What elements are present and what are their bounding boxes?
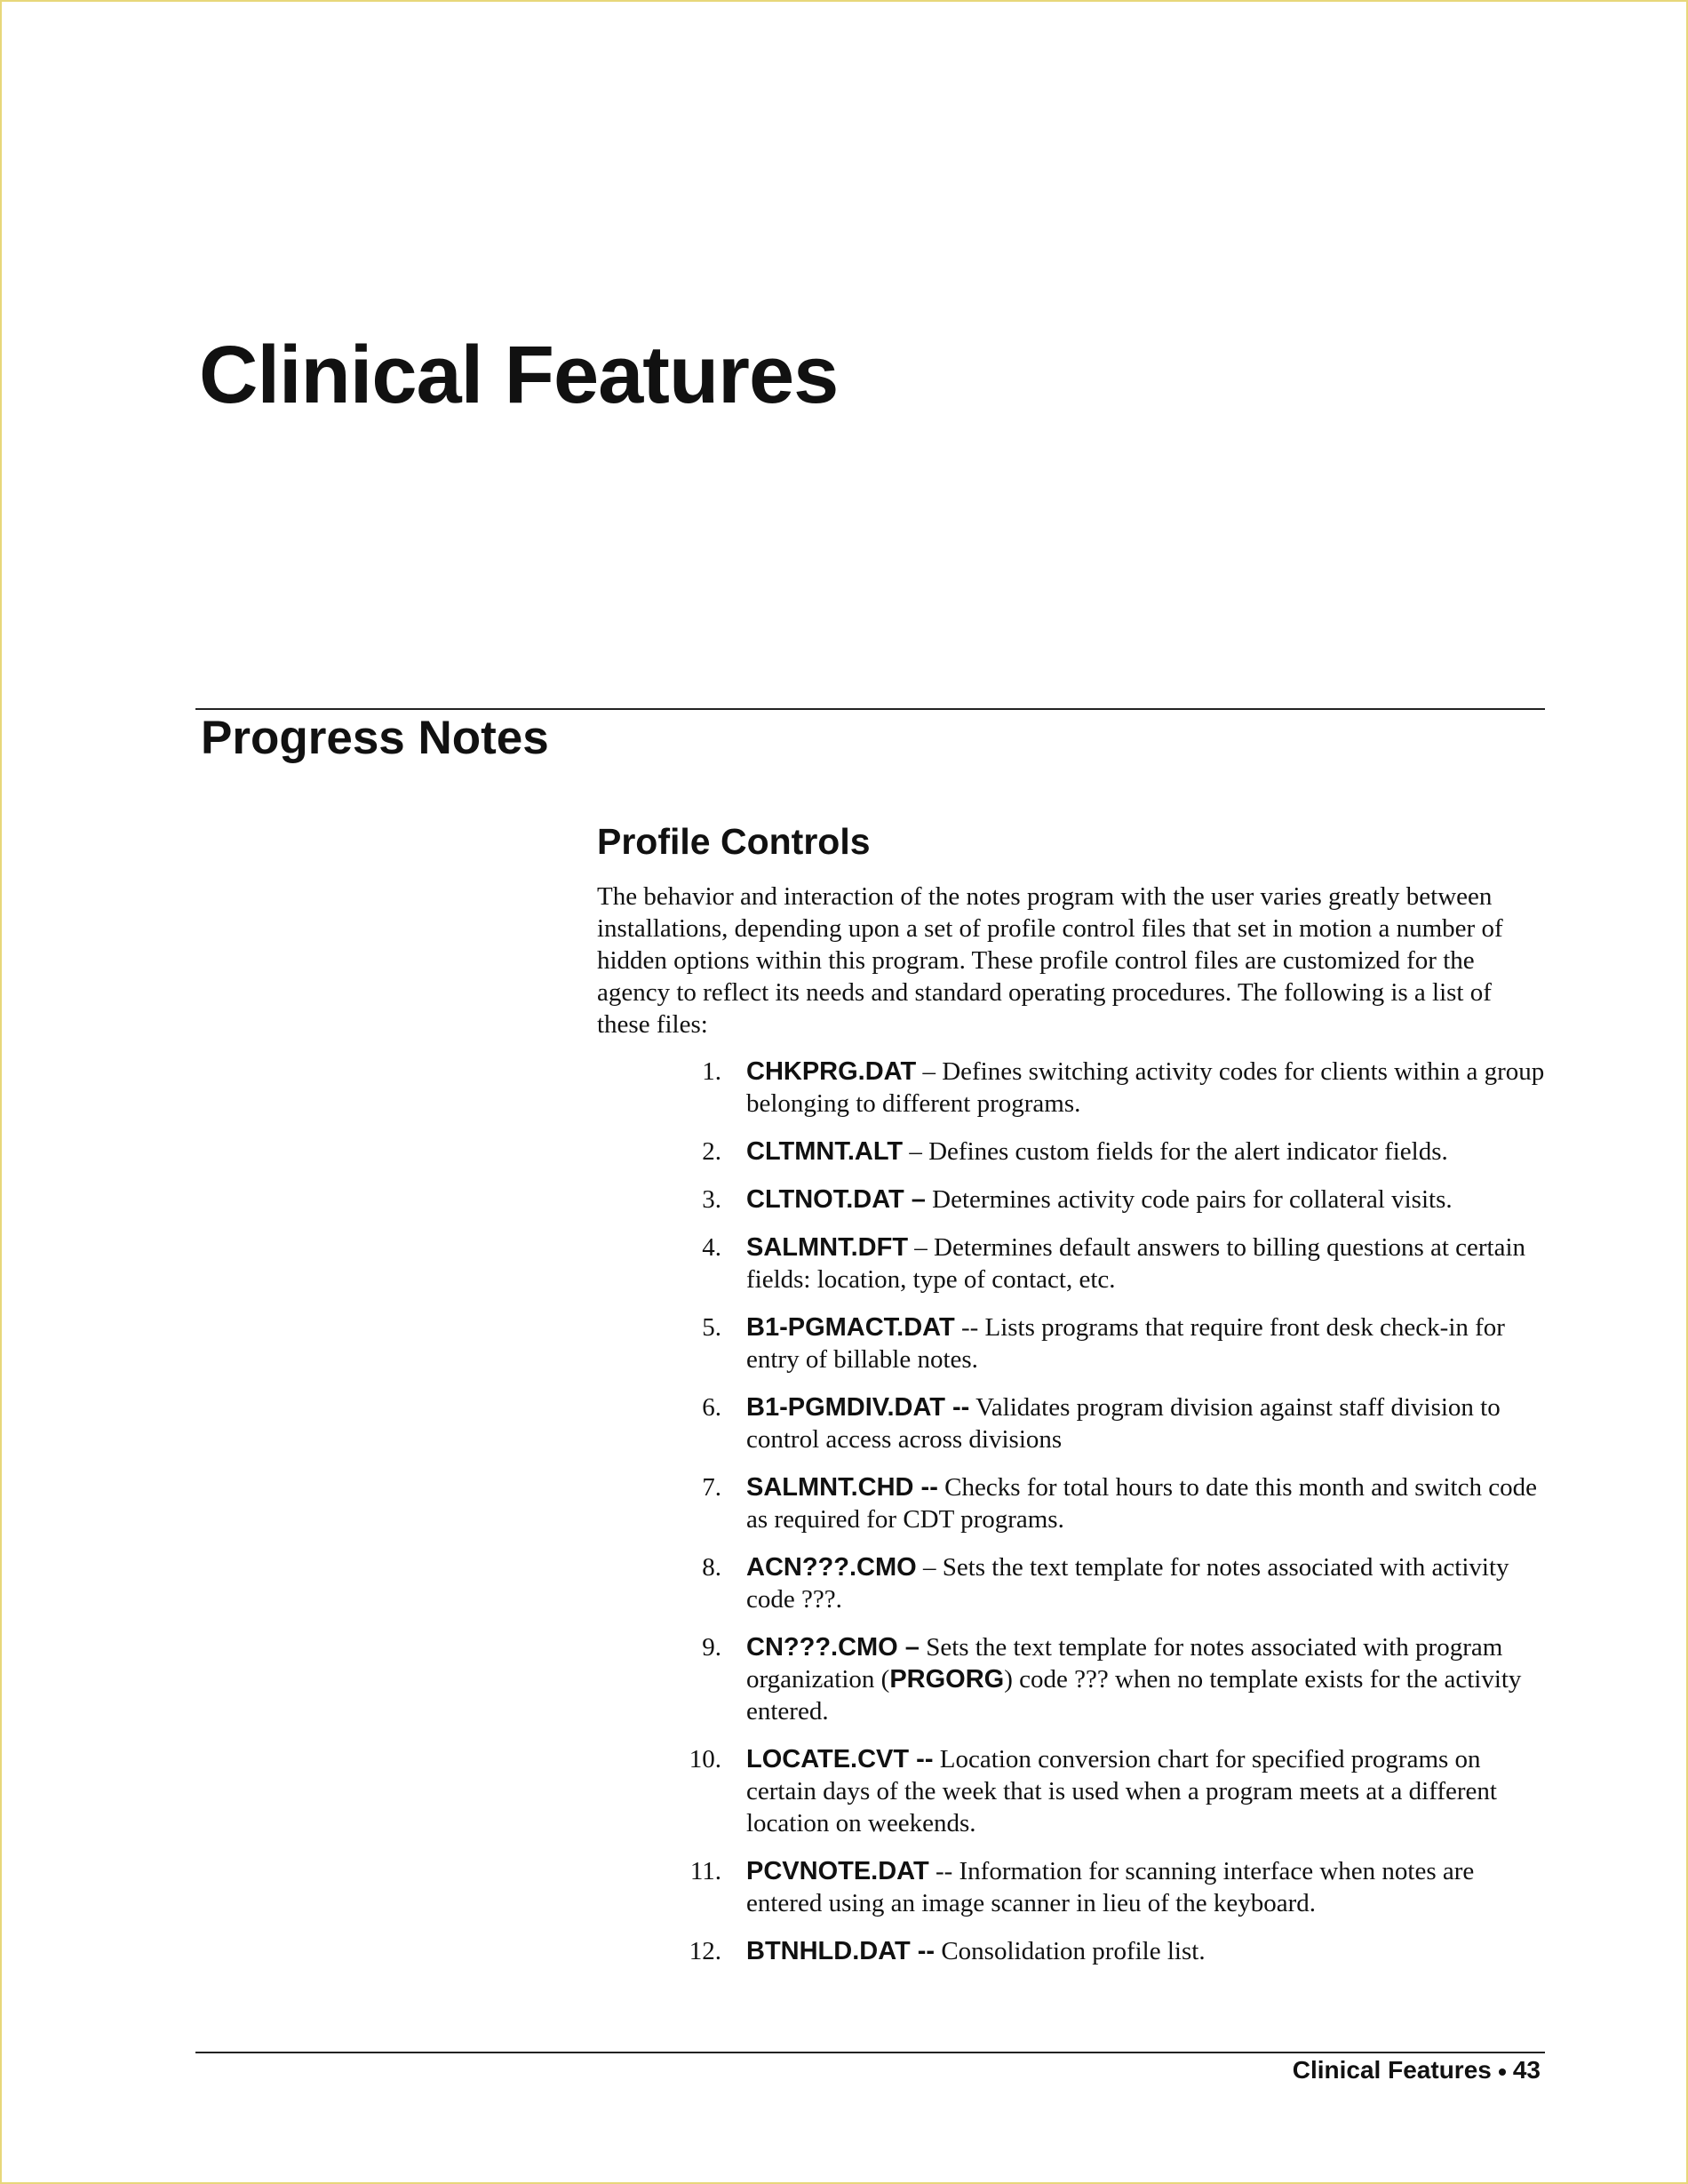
page-footer xyxy=(1293,2056,1541,2084)
list-item: 7. SALMNT.CHD -- Checks for total hours to date this month and switch code as required for CDT programs. xyxy=(702,1473,1537,1534)
file-name: CN???.CMO – xyxy=(746,1633,920,1662)
footer-label: Clinical Features xyxy=(1292,2056,1492,2084)
page-number: 43 xyxy=(1512,2056,1541,2084)
section-divider xyxy=(195,708,1545,710)
file-name: LOCATE.CVT -- xyxy=(746,1745,934,1774)
list-item: 11. PCVNOTE.DAT -- Information for scanning interface when notes are entered using an image scanner in lieu of the keyboard. xyxy=(689,1857,1475,1917)
list-item: 4. SALMNT.DFT – Determines default answers to billing questions at certain fields: location, type of contact, etc. xyxy=(702,1233,1526,1294)
file-name: BTNHLD.DAT -- xyxy=(746,1937,936,1965)
code-name: PRGORG xyxy=(889,1665,1005,1694)
list-item: 9. CN???.CMO – Sets the text template for notes associated with program organization (PRGORG) code ??? when no template exists for the activity entered. xyxy=(702,1633,1522,1726)
list-item: 3. CLTNOT.DAT – Determines activity code pairs for collateral visits. xyxy=(702,1185,1453,1214)
file-name: ACN???.CMO xyxy=(746,1553,917,1582)
bullet-icon xyxy=(1499,2068,1506,2076)
intro-paragraph: The behavior and interaction of the notes program with the user varies greatly between installations, depending upon a set of profile control files that set in motion a number of hidden options within this program. These profile control files are customized for the agency to reflect its needs and standard operating procedures. The following is a list of these files: xyxy=(597,882,1503,1039)
list-item: 10. LOCATE.CVT -- Location conversion chart for specified programs on certain days of the week that is used when a program meets at a different location on weekends. xyxy=(689,1745,1497,1837)
file-name: PCVNOTE.DAT xyxy=(746,1857,929,1885)
profile-file-list xyxy=(597,1056,1548,1967)
footer-divider xyxy=(195,2052,1545,2053)
file-name: SALMNT.DFT xyxy=(746,1233,909,1262)
section-title: Progress Notes xyxy=(201,712,549,764)
file-name: CLTNOT.DAT – xyxy=(746,1185,926,1214)
file-name: SALMNT.CHD -- xyxy=(746,1473,938,1502)
file-name: B1-PGMACT.DAT xyxy=(746,1313,955,1342)
file-name: B1-PGMDIV.DAT -- xyxy=(746,1393,970,1422)
list-item: 12. BTNHLD.DAT -- Consolidation profile list. xyxy=(689,1937,1206,1965)
list-item: 5. B1-PGMACT.DAT -- Lists programs that require front desk check-in for entry of billable notes. xyxy=(702,1313,1505,1374)
list-item: 6. B1-PGMDIV.DAT -- Validates program division against staff division to control access across divisions xyxy=(702,1393,1501,1454)
chapter-title: Clinical Features xyxy=(199,330,839,420)
list-item: 8. ACN???.CMO – Sets the text template for notes associated with activity code ???. xyxy=(702,1553,1509,1614)
file-name: CHKPRG.DAT xyxy=(746,1057,917,1086)
list-item: 2. CLTMNT.ALT – Defines custom fields for the alert indicator fields. xyxy=(702,1137,1448,1166)
subsection-title: Profile Controls xyxy=(597,821,871,862)
main-content xyxy=(597,821,1548,1983)
file-name: CLTMNT.ALT xyxy=(746,1137,904,1166)
list-item: 1. CHKPRG.DAT – Defines switching activity codes for clients within a group belonging to different programs. xyxy=(702,1057,1545,1118)
